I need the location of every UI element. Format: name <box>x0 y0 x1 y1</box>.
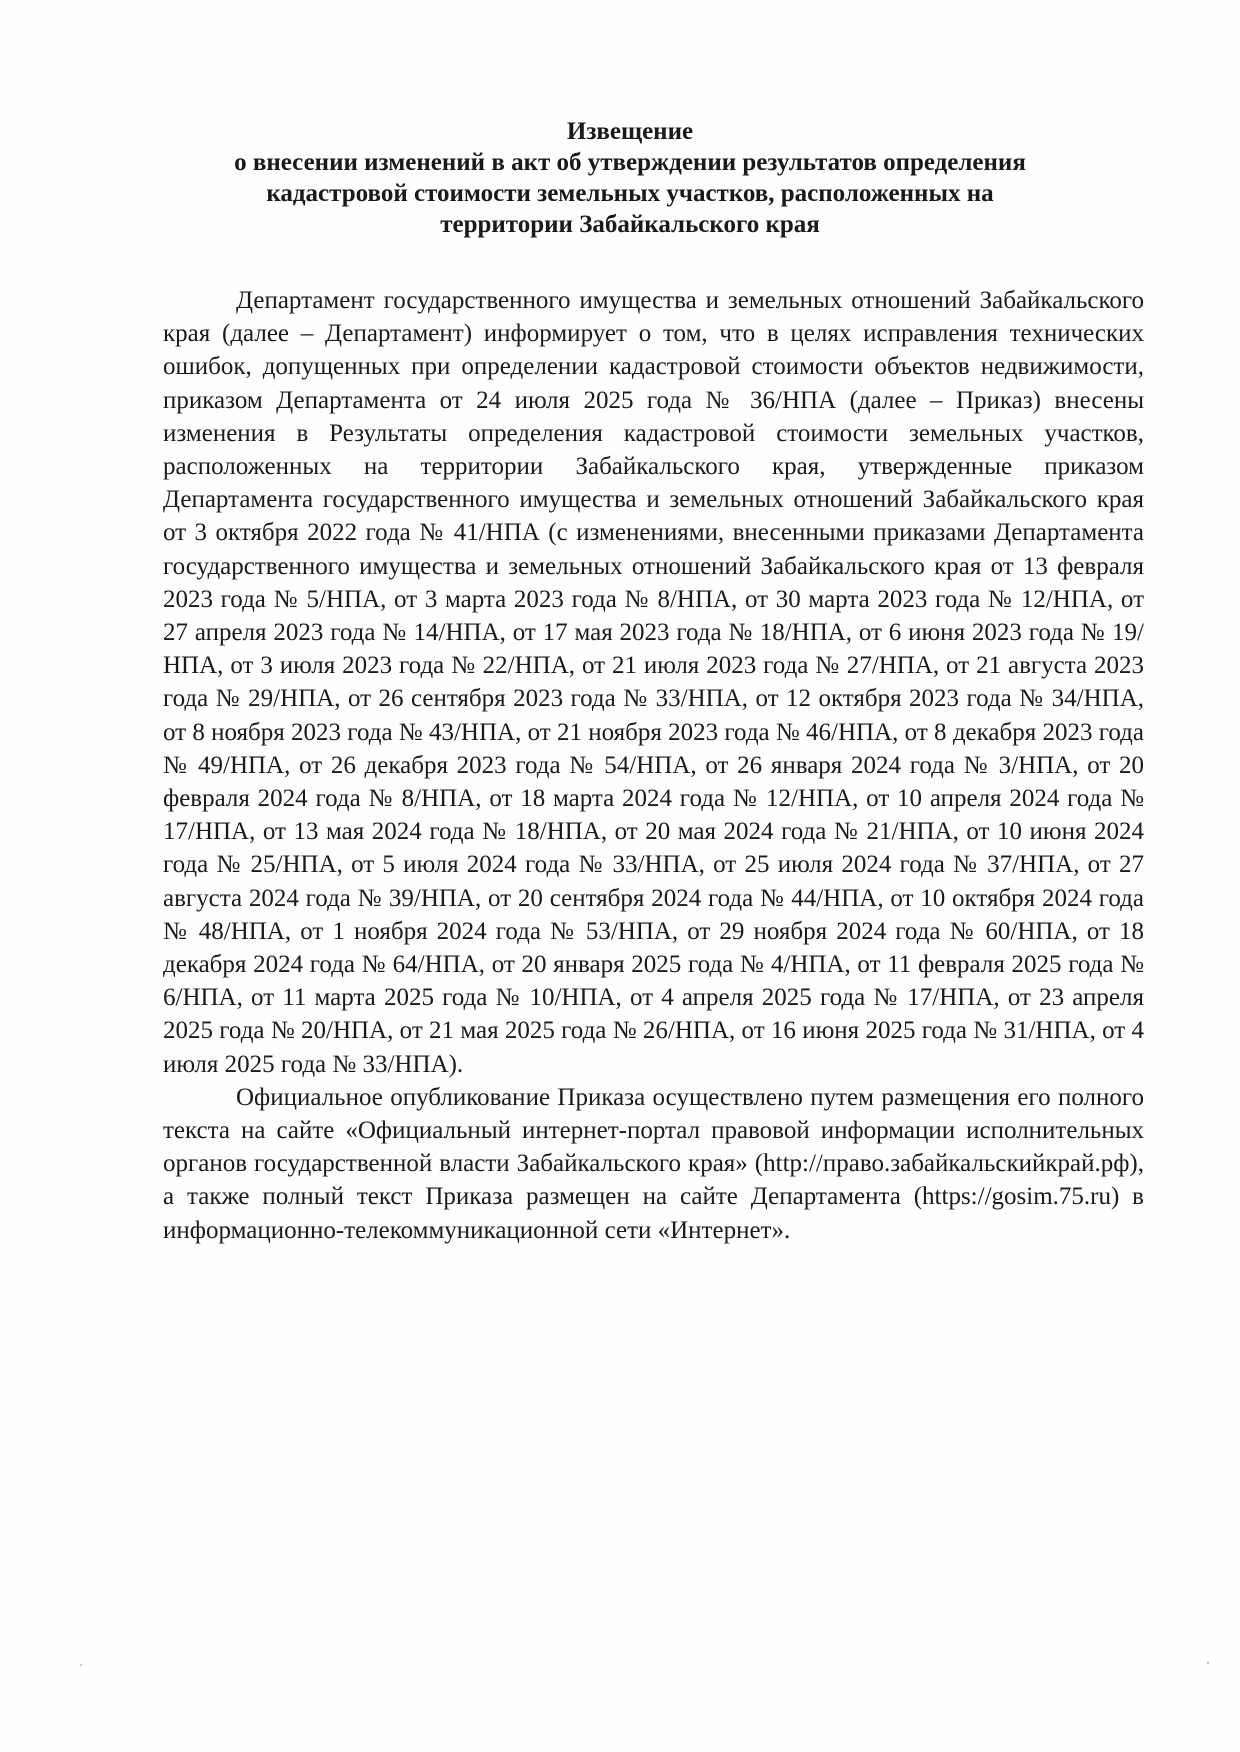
paragraph-main: Департамент государственного имущества и земельных отношений Забайкальского края (далее – Департамент) информирует о том, что в целях исправления технических ошибок, допущенных при определении кадастровой стоимости объектов недвижимости, приказом Департамента от 24 июля 2025 года № 36/НПА (далее – Приказ) внесены изменения в Результаты определения кадастровой стоимости земельных участков, расположенных на территории Забайкальского края, утвержденные приказом Департамента государственного имущества и земельных отношений Забайкальского края от 3 октября 2022 года № 41/НПА (с изменениями, внесенными приказами Департамента государственного имущества и земельных отношений Забайкальского края от 13 февраля 2023 года № 5/НПА, от 3 марта 2023 года № 8/НПА, от 30 марта 2023 года № 12/НПА, от 27 апреля 2023 года № 14/НПА, от 17 мая 2023 года № 18/НПА, от 6 июня 2023 года № 19/НПА, от 3 июля 2023 года № 22/НПА, от 21 июля 2023 года № 27/НПА, от 21 августа 2023 года № 29/НПА, от 26 сентября 2023 года № 33/НПА, от 12 октября 2023 года № 34/НПА, от 8 ноября 2023 года № 43/НПА, от 21 ноября 2023 года № 46/НПА, от 8 декабря 2023 года № 49/НПА, от 26 декабря 2023 года № 54/НПА, от 26 января 2024 года № 3/НПА, от 20 февраля 2024 года № 8/НПА, от 18 марта 2024 года № 12/НПА, от 10 апреля 2024 года № 17/НПА, от 13 мая 2024 года № 18/НПА, от 20 мая 2024 года № 21/НПА, от 10 июня 2024 года № 25/НПА, от 5 июля 2024 года № 33/НПА, от 25 июля 2024 года № 37/НПА, от 27 августа 2024 года № 39/НПА, от 20 сентября 2024 года № 44/НПА, от 10 октября 2024 года № 48/НПА, от 1 ноября 2024 года № 53/НПА, от 29 ноября 2024 года № 60/НПА, от 18 декабря 2024 года № 64/НПА, от 20 января 2025 года № 4/НПА, от 11 февраля 2025 года № 6/НПА, от 11 марта 2025 года № 10/НПА, от 4 апреля 2025 года № 17/НПА, от 23 апреля 2025 года № 20/НПА, от 21 мая 2025 года № 26/НПА, от 16 июня 2025 года № 31/НПА, от 4 июля 2025 года № 33/НПА). <box>163 287 1144 1078</box>
notice-title: Извещение <box>566 118 694 145</box>
notice-heading <box>150 116 1110 240</box>
paragraph-publication: Официальное опубликование Приказа осуществлено путем размещения его полного текста на сайте «Официальный интернет-портал правовой информации исполнительных органов государственной власти Забайкальского края» (http://право.забайкальскийкрай.рф), а также полный текст Приказа размещен на сайте Департамента (https://gosim.75.ru) в информационно-телекоммуникационной сети «Интернет». <box>163 1083 1144 1244</box>
notice-subtitle-line-3: территории Забайкальского края <box>440 211 820 238</box>
notice-body <box>163 284 1144 1247</box>
scan-artifact <box>1207 1662 1209 1664</box>
notice-subtitle-line-1: о внесении изменений в акт об утверждении результатов определения <box>234 149 1026 176</box>
scan-artifact <box>80 1664 82 1666</box>
notice-subtitle-line-2: кадастровой стоимости земельных участков, расположенных на <box>266 180 994 207</box>
